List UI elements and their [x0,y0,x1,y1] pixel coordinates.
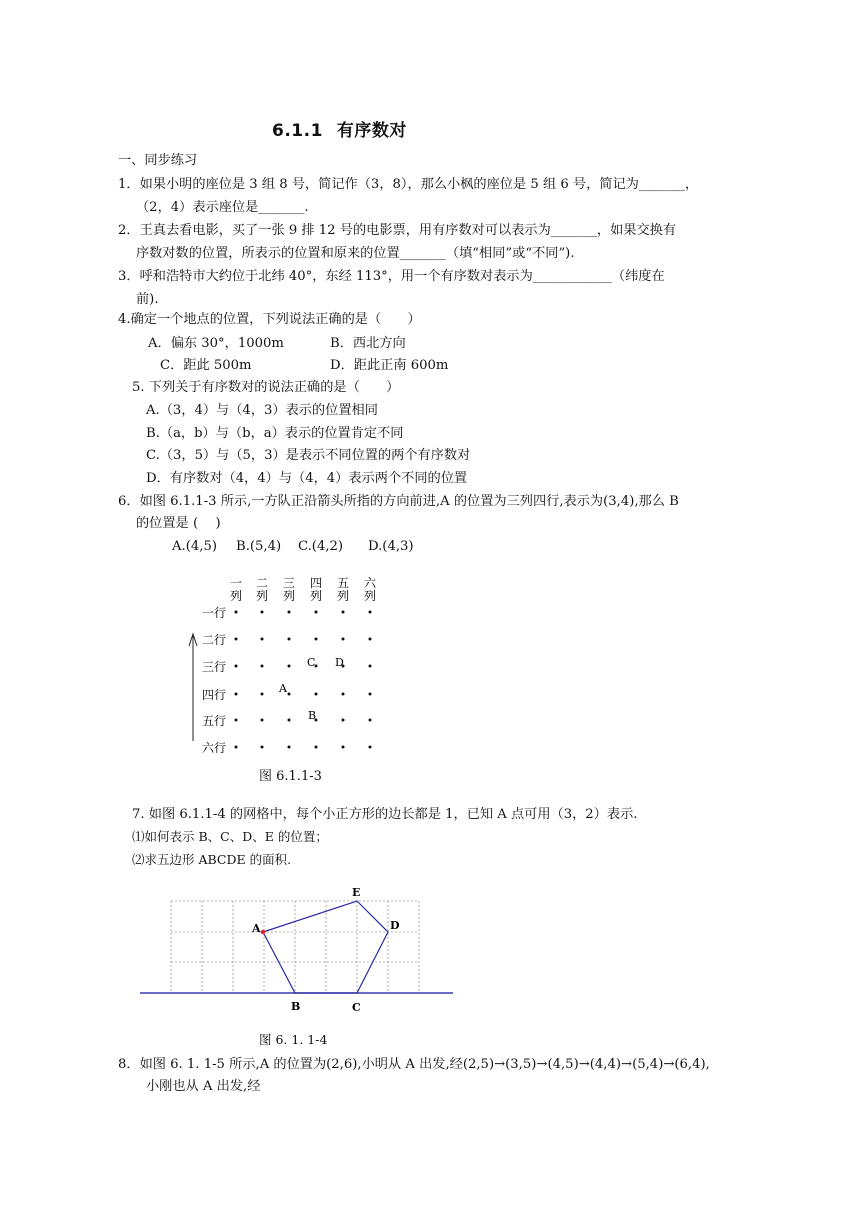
q5-stem: 5. 下列关于有序数对的说法正确的是（ ） [132,380,400,395]
q5-option-b: B.（a，b）与（b，a）表示的位置肯定不同 [146,426,404,441]
point-label-c: C [307,656,316,669]
q7-sub2: ⑵求五边形 ABCDE 的面积. [132,852,292,867]
q1-line1: 1．如果小明的座位是 3 组 8 号，简记作（3，8），那么小枫的座位是 5 组 6 号，简记为_______， [118,177,699,192]
q4-option-a: A．偏东 30°，1000m [148,336,284,351]
q6-option-d: D.(4,3) [368,539,414,554]
q8-line1: 8．如图 6. 1. 1-5 所示,A 的位置为(2,6),小明从 A 出发,经(2,5)→(3,5)→(4,5)→(4,4)→(5,4)→(6,4), [118,1057,710,1072]
point-a-marker [261,930,265,934]
q2-line2: 序数对数的位置，所表示的位置和原来的位置_______（填“相同”或“不同”). [136,246,575,261]
q4-option-b: B．西北方向 [330,336,406,351]
title-text: 有序数对 [336,121,407,141]
row-label-5: 五行 [202,714,227,728]
q6-option-b: B.(5,4) [236,539,282,554]
q3-line1: 3．呼和浩特市大约位于北纬 40°，东经 113°，用一个有序数对表示为____________（纬度在 [118,269,665,284]
q3-line2: 前). [136,292,159,307]
row-label-2: 二行 [202,633,227,647]
pentagon-abcde [263,901,388,993]
row-label-6: 六行 [202,741,227,755]
column-label-5: 五列 [337,576,350,603]
column-label-2: 二列 [256,576,269,603]
q6-option-a: A.(4,5) [172,539,217,554]
vertex-label-d: D [390,919,400,932]
q4-option-c: C．距此 500m [160,358,252,373]
point-label-a: A [279,682,287,695]
point-label-d: D [335,656,344,669]
column-label-6: 六列 [364,576,377,603]
q5-option-c: C.（3，5）与（5，3）是表示不同位置的两个有序数对 [146,448,471,463]
vertex-label-e: E [352,886,361,899]
section-heading: 一、同步练习 [118,153,198,168]
grid [171,901,419,993]
figure-4-caption: 图 6. 1. 1-4 [259,1032,328,1047]
q5-option-a: A.（3，4）与（4，3）表示的位置相同 [146,403,378,418]
row-label-3: 三行 [202,660,227,674]
q6-line1: 6．如图 6.1.1-3 所示,一方队正沿箭头所指的方向前进,A 的位置为三列四行,表示为(3,4),那么 B [118,494,679,509]
row-label-4: 四行 [202,688,227,702]
q4-option-d: D．距此正南 600m [330,358,449,373]
column-label-3: 三列 [283,576,296,603]
q7-line1: 7. 如图 6.1.1-4 的网格中，每个小正方形的边长都是 1，已知 A 点可用（3，2）表示. [132,807,638,822]
column-label-1: 一列 [230,576,243,603]
figure-3-caption: 图 6.1.1-3 [259,769,322,784]
q6-option-c: C.(4,2) [298,539,344,554]
q2-line1: 2．王真去看电影，买了一张 9 排 12 号的电影票，用有序数对可以表示为_______，如果交换有 [118,223,677,238]
q6-line2: 的位置是 ( ) [136,516,221,531]
row-label-1: 一行 [202,606,227,620]
vertex-label-c: C [352,1001,361,1014]
column-label-4: 四列 [310,576,323,603]
vertex-label-b: B [291,1000,301,1013]
vertex-label-a: A [252,922,261,935]
q5-option-d: D．有序数对（4，4）与（4，4）表示两个不同的位置 [146,471,468,486]
point-label-b: B [308,709,317,722]
title-number: 6.1.1 [272,121,323,141]
q7-sub1: ⑴如何表示 B、C、D、E 的位置； [132,829,328,844]
q4-stem: 4.确定一个地点的位置，下列说法正确的是（ ） [118,312,421,327]
q8-line2: 小刚也从 A 出发,经 [146,1079,261,1094]
q1-line2: （2，4）表示座位是_______. [136,200,309,215]
